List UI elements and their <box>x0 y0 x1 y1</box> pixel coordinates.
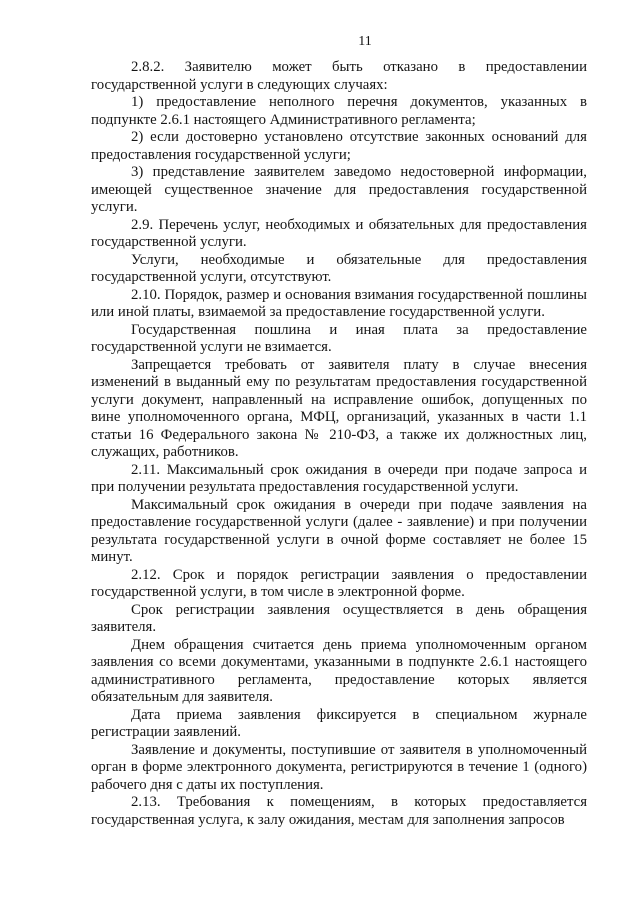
paragraph-2-11-text: Максимальный срок ожидания в очереди при подаче заявления на предоставление государственной услуги (далее - заявление) и при получении результата государственной услуги в очной форме составляет не более 15 минут. <box>91 496 587 565</box>
paragraph-2-8-2: 2.8.2. Заявителю может быть отказано в предоставлении государственной услуги в следующих случаях: <box>91 59 587 93</box>
paragraph-2-12-term: Срок регистрации заявления осуществляется в день обращения заявителя. <box>91 601 587 635</box>
paragraph-refusal-reason-1: 1) предоставление неполного перечня документов, указанных в подпункте 2.6.1 настоящего Административного регламента; <box>91 94 587 128</box>
paragraph-2-10-fee: Государственная пошлина и иная плата за предоставление государственной услуги не взимается. <box>91 321 587 355</box>
paragraph-2-13: 2.13. Требования к помещениям, в которых предоставляется государственная услуга, к залу ожидания, местам для заполнения запросов <box>91 794 587 828</box>
paragraph-2-12: 2.12. Срок и порядок регистрации заявления о предоставлении государственной услуги, в том числе в электронной форме. <box>91 566 587 600</box>
document-body <box>91 59 587 829</box>
paragraph-2-9-text: Услуги, необходимые и обязательные для предоставления государственной услуги, отсутствуют. <box>91 251 587 285</box>
page-number: 11 <box>358 34 372 49</box>
paragraph-2-10-prohibition: Запрещается требовать от заявителя плату в случае внесения изменений в выданный ему по результатам предоставления государственной услуги документ, направленный на исправление ошибок, допущенных по вине уполномоченного органа, МФЦ, организаций, указанных в части 1.1 статьи 16 Федерального закона № 210-ФЗ, а также их должностных лиц, служащих, работников. <box>91 356 587 460</box>
paragraph-2-12-electronic: Заявление и документы, поступившие от заявителя в уполномоченный орган в форме электронного документа, регистрируются в течение 1 (одного) рабочего дня с даты их поступления. <box>91 741 587 793</box>
paragraph-2-12-date: Дата приема заявления фиксируется в специальном журнале регистрации заявлений. <box>91 706 587 740</box>
paragraph-2-10: 2.10. Порядок, размер и основания взимания государственной пошлины или иной платы, взимаемой за предоставление государственной услуги. <box>91 286 587 320</box>
paragraph-refusal-reason-2: 2) если достоверно установлено отсутствие законных оснований для предоставления государственной услуги; <box>91 129 587 163</box>
paragraph-2-11: 2.11. Максимальный срок ожидания в очереди при подаче запроса и при получении результата предоставления государственной услуги. <box>91 461 587 495</box>
paragraph-2-9: 2.9. Перечень услуг, необходимых и обязательных для предоставления государственной услуги. <box>91 216 587 250</box>
paragraph-refusal-reason-3: 3) представление заявителем заведомо недостоверной информации, имеющей существенное значение для предоставления государственной услуги. <box>91 164 587 215</box>
paragraph-2-12-day: Днем обращения считается день приема уполномоченным органом заявления со всеми документами, указанными в подпункте 2.6.1 настоящего административного регламента, предоставление которых является обязательным для заявителя. <box>91 636 587 705</box>
